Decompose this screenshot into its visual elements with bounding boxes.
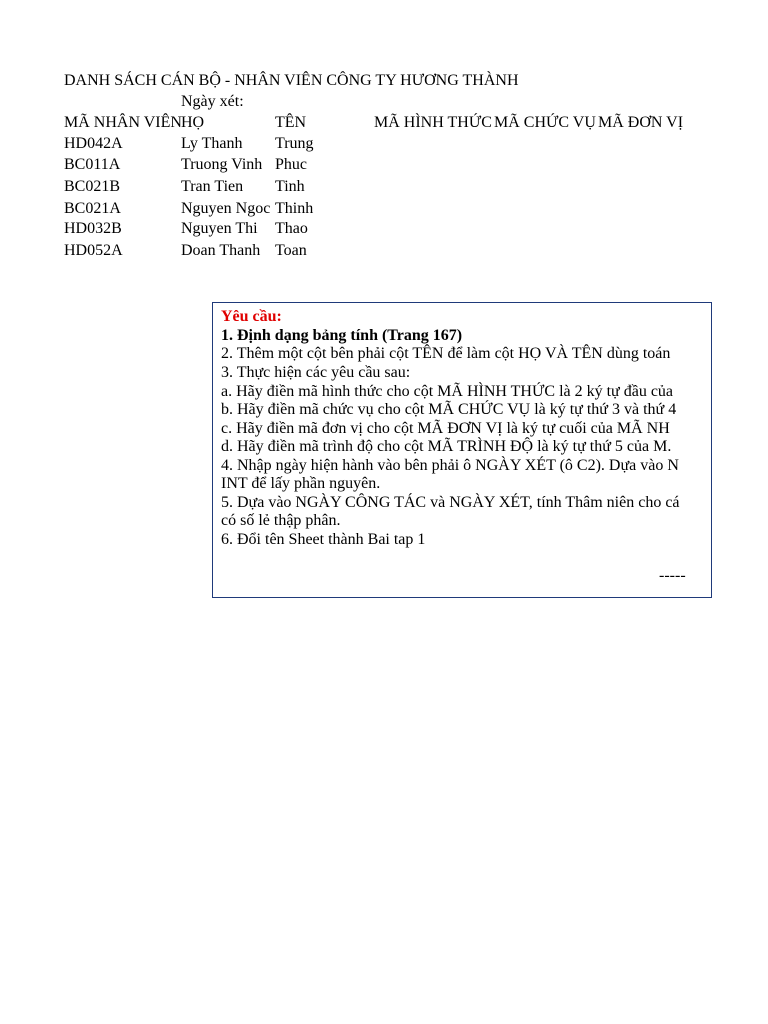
- requirement-line: 3. Thực hiện các yêu cầu sau:: [221, 364, 411, 381]
- header-ma-chuc-vu: MÃ CHỨC VỤ: [494, 114, 596, 131]
- requirement-line: INT để lấy phần nguyên.: [221, 475, 381, 492]
- cell-last-name: Nguyen Ngoc: [181, 200, 271, 217]
- header-ma-nhan-vien: MÃ NHÂN VIÊN: [64, 114, 182, 131]
- cell-first-name: Thinh: [275, 200, 314, 217]
- header-ma-hinh-thuc: MÃ HÌNH THỨC: [374, 114, 492, 131]
- requirement-line: 6. Đổi tên Sheet thành Bai tap 1: [221, 531, 426, 548]
- requirement-line: 2. Thêm một cột bên phải cột TÊN để làm cột HỌ VÀ TÊN dùng toán: [221, 345, 671, 362]
- requirement-line: có số lẻ thập phân.: [221, 512, 341, 529]
- separator-line: -----: [659, 567, 686, 584]
- requirement-line: 1. Định dạng bảng tính (Trang 167): [221, 327, 463, 344]
- cell-last-name: Doan Thanh: [181, 242, 261, 259]
- date-label: Ngày xét:: [181, 93, 244, 110]
- requirement-line: a. Hãy điền mã hình thức cho cột MÃ HÌNH THỨC là 2 ký tự đầu của: [221, 383, 674, 400]
- requirement-line: 5. Dựa vào NGÀY CÔNG TÁC và NGÀY XÉT, tính Thâm niên cho cá: [221, 494, 680, 511]
- requirements-heading: Yêu cầu:: [221, 308, 282, 325]
- cell-last-name: Ly Thanh: [181, 135, 243, 152]
- cell-employee-id: HD042A: [64, 135, 123, 152]
- requirement-line: b. Hãy điền mã chức vụ cho cột MÃ CHỨC VỤ là ký tự thứ 3 và thứ 4: [221, 401, 677, 418]
- cell-first-name: Thao: [275, 220, 308, 237]
- requirement-line: 4. Nhập ngày hiện hành vào bên phải ô NGÀY XÉT (ô C2). Dựa vào N: [221, 457, 679, 474]
- header-ho: HỌ: [181, 114, 205, 131]
- cell-last-name: Tran Tien: [181, 178, 244, 195]
- cell-first-name: Phuc: [275, 156, 307, 173]
- cell-last-name: Nguyen Thi: [181, 220, 258, 237]
- cell-employee-id: HD052A: [64, 242, 123, 259]
- sheet-title: DANH SÁCH CÁN BỘ - NHÂN VIÊN CÔNG TY HƯƠNG THÀNH: [64, 72, 519, 89]
- requirement-line: d. Hãy điền mã trình độ cho cột MÃ TRÌNH ĐỘ là ký tự thứ 5 của M.: [221, 438, 672, 455]
- cell-employee-id: BC011A: [64, 156, 121, 173]
- header-ma-don-vi: MÃ ĐƠN VỊ: [598, 114, 684, 131]
- cell-employee-id: HD032B: [64, 220, 122, 237]
- header-ten: TÊN: [275, 114, 307, 131]
- cell-employee-id: BC021B: [64, 178, 121, 195]
- cell-first-name: Tinh: [275, 178, 305, 195]
- requirements-textbox[interactable]: [212, 302, 712, 598]
- cell-employee-id: BC021A: [64, 200, 121, 217]
- cell-last-name: Truong Vinh: [181, 156, 263, 173]
- cell-first-name: Trung: [275, 135, 314, 152]
- cell-first-name: Toan: [275, 242, 307, 259]
- requirement-line: c. Hãy điền mã đơn vị cho cột MÃ ĐƠN VỊ là ký tự cuối của MÃ NH: [221, 420, 670, 437]
